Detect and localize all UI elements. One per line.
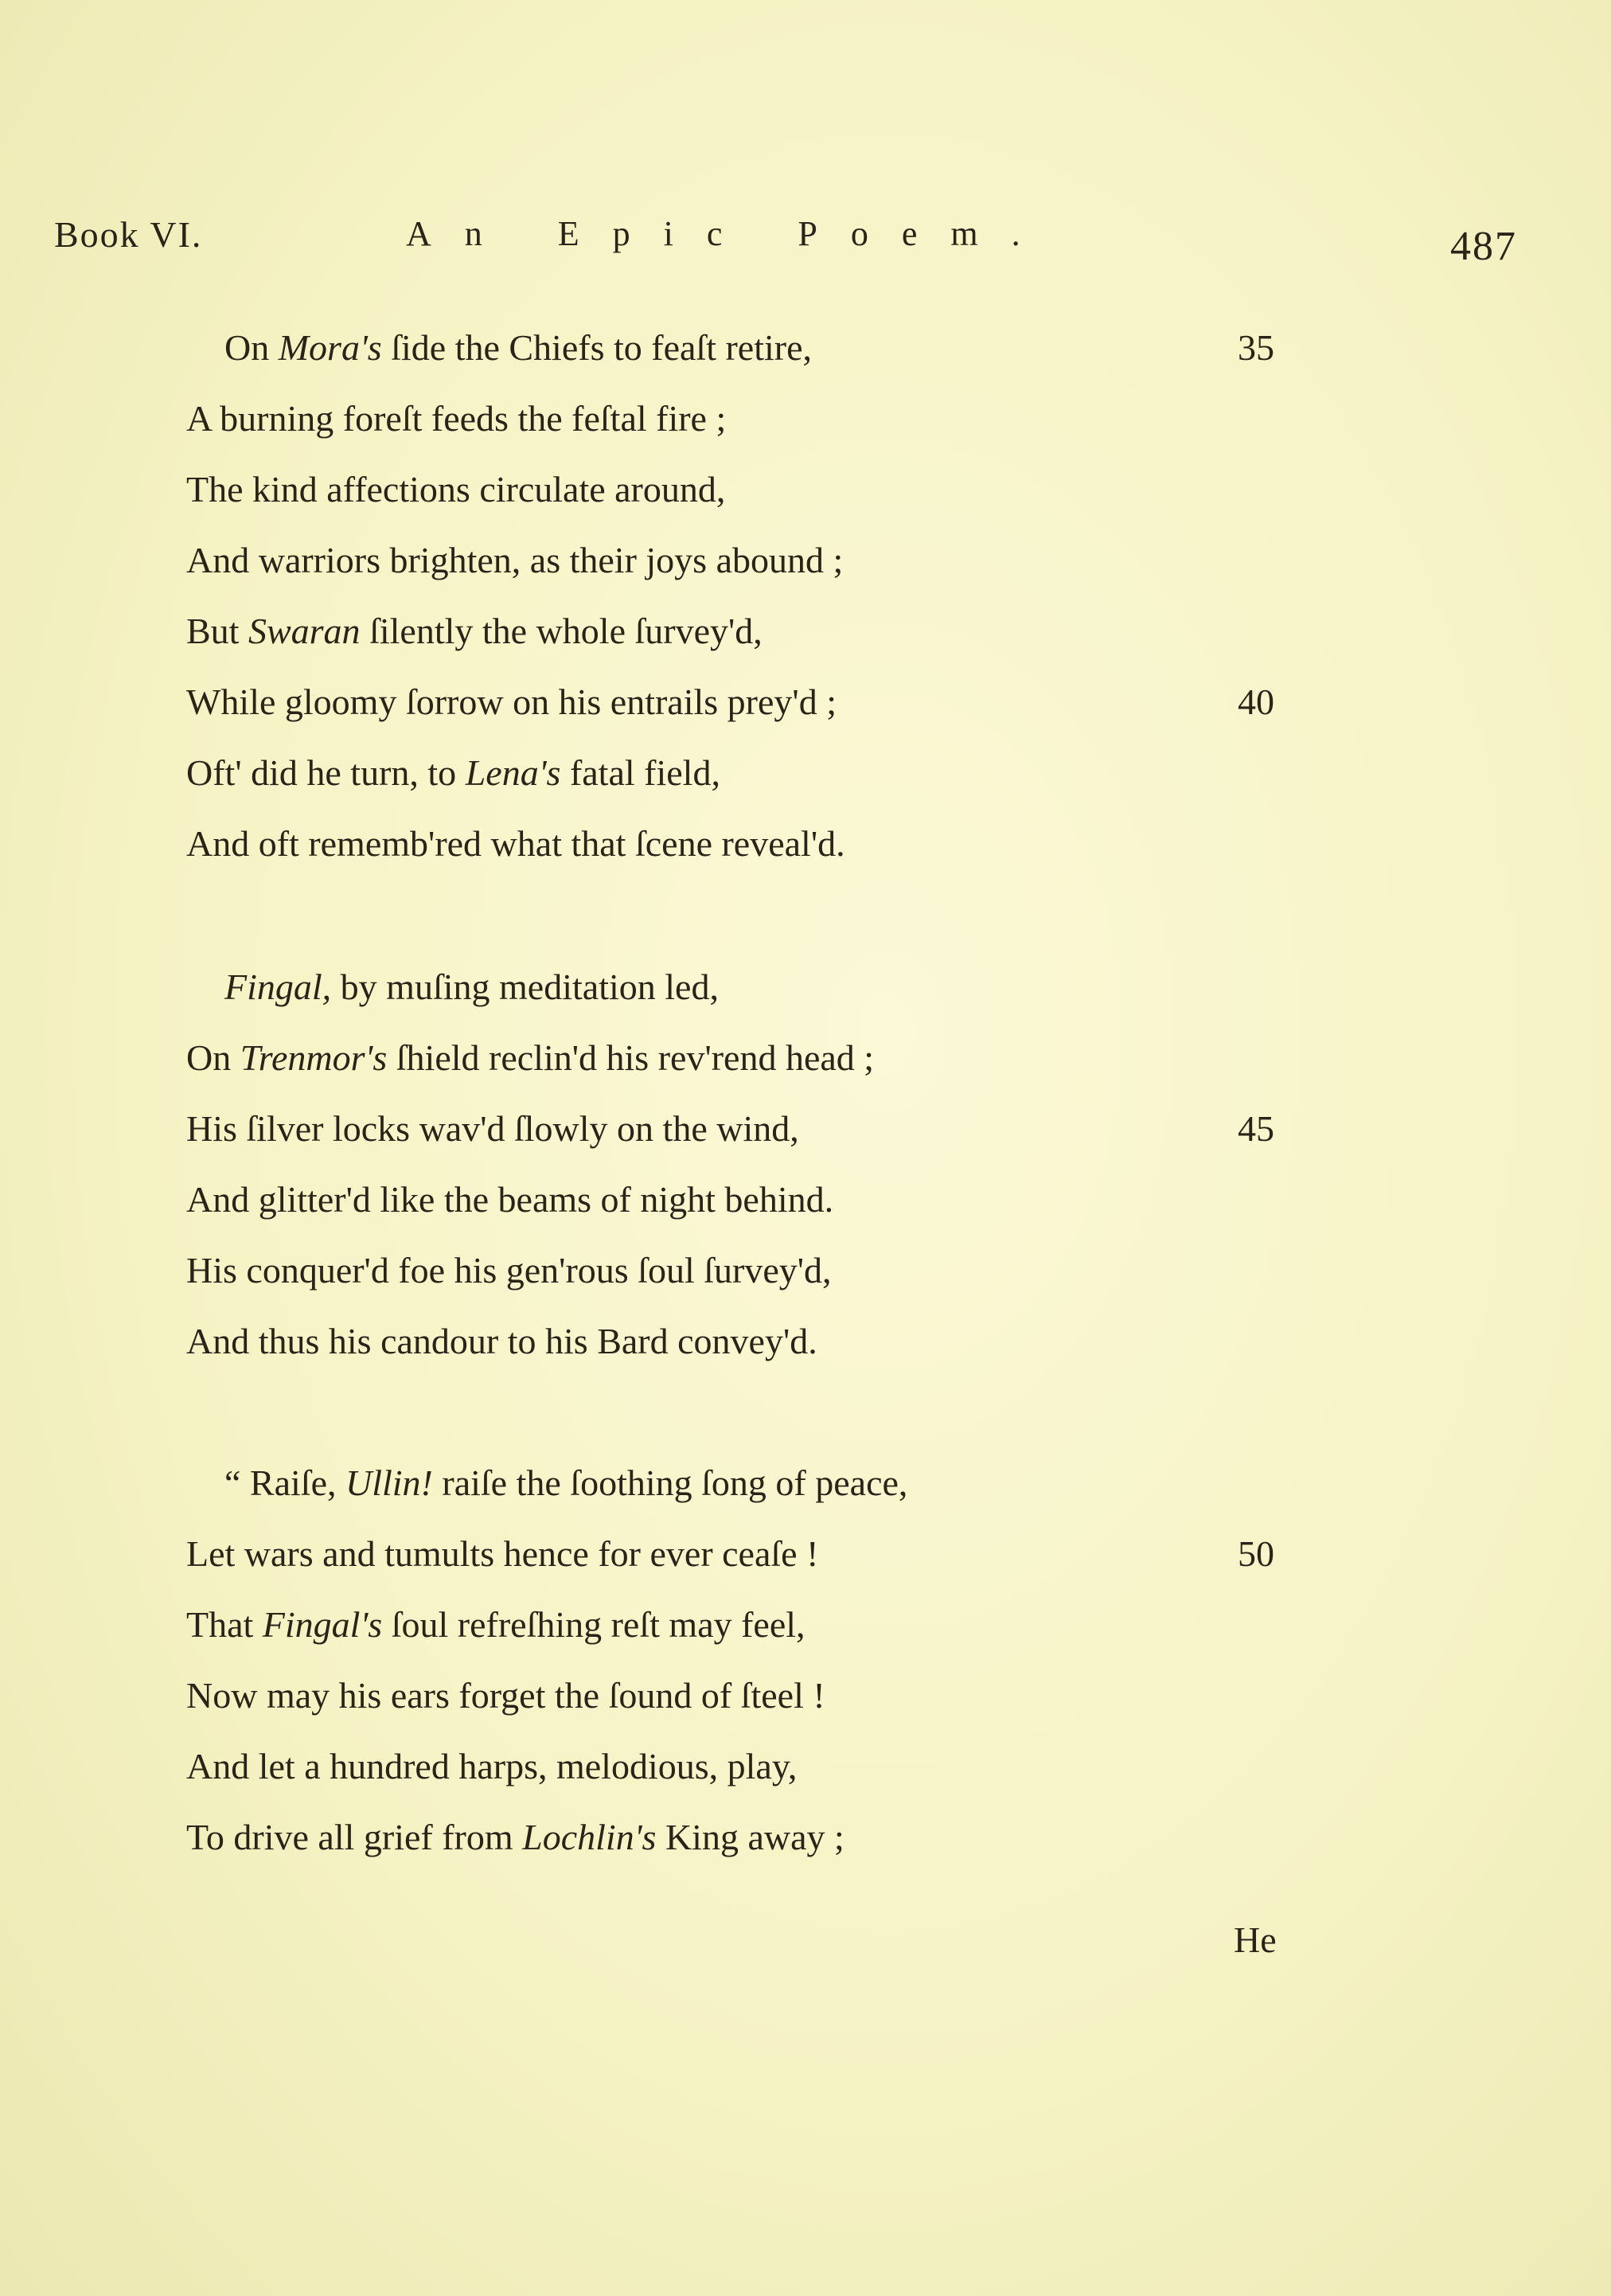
verse-line [186, 1589, 1301, 1660]
verse-text: “ Raiſe, [224, 1462, 345, 1503]
proper-name: Fingal's [262, 1604, 383, 1645]
verse-text: His ſilver locks wav'd ſlowly on the wind, [186, 1108, 799, 1149]
line-number: 45 [1238, 1108, 1274, 1149]
verse-line [186, 737, 1301, 808]
stanza [186, 1447, 1301, 1872]
verse-line [186, 595, 1301, 666]
verse-text: ſide the Chiefs to feaſt retire, [381, 327, 813, 368]
verse-text: A burning foreſt feeds the feſtal fire ; [186, 398, 727, 439]
verse-text: by muſing meditation led, [331, 966, 719, 1007]
verse-line [186, 383, 1301, 454]
verse-text: raiſe the ſoothing ſong of peace, [432, 1462, 908, 1503]
catchword: He [1234, 1919, 1277, 1960]
proper-name: Mora's [278, 327, 382, 368]
verse-text: While gloomy ſorrow on his entrails prey'd ; [186, 681, 837, 722]
proper-name: Ullin! [345, 1462, 433, 1503]
proper-name: Lochlin's [522, 1817, 657, 1857]
verse-text: That [186, 1604, 263, 1645]
line-number: 35 [1238, 327, 1274, 368]
line-number: 50 [1238, 1533, 1274, 1574]
proper-name: Lena's [465, 752, 561, 793]
verse-text: His conquer'd foe his gen'rous ſoul ſurvey'd, [186, 1250, 832, 1291]
verse-line [186, 1731, 1301, 1802]
verse-text: Now may his ears forget the ſound of ſteel ! [186, 1675, 825, 1716]
verse-text: On [186, 1037, 240, 1078]
verse-text: ſhield reclin'd his rev'rend head ; [387, 1037, 875, 1078]
verse-line [186, 1022, 1301, 1093]
proper-name: Swaran [248, 611, 361, 651]
running-head-title: An Epic Poem. [406, 214, 1054, 253]
verse-text: Let wars and tumults hence for ever ceaſe ! [186, 1533, 819, 1574]
verse-line [186, 808, 1301, 879]
verse-text: And thus his candour to his Bard convey'd. [186, 1321, 817, 1361]
verse-line [186, 666, 1301, 737]
verse-line [186, 1518, 1301, 1589]
verse-line [186, 454, 1301, 525]
verse-text: To drive all grief from [186, 1817, 523, 1857]
verse-text: The kind affections circulate around, [186, 469, 726, 510]
verse-line [186, 1306, 1301, 1376]
verse-text: fatal field, [560, 752, 720, 793]
verse-text: And glitter'd like the beams of night behind. [186, 1179, 834, 1220]
verse-text: On [224, 327, 279, 368]
verse-line [186, 1235, 1301, 1306]
verse-text: And let a hundred harps, melodious, play, [186, 1746, 798, 1786]
stanza [186, 312, 1301, 879]
verse-text: ſoul refreſhing reſt may feel, [382, 1604, 806, 1645]
proper-name: Fingal, [224, 966, 332, 1007]
proper-name: Trenmor's [240, 1037, 388, 1078]
running-head-book: Book VI. [54, 214, 203, 255]
verse-text: And warriors brighten, as their joys abound ; [186, 540, 844, 580]
stanza [186, 951, 1301, 1376]
verse-line [186, 525, 1301, 595]
page-number: 487 [1450, 224, 1517, 269]
verse-text: But [186, 611, 248, 651]
verse-text: King away ; [656, 1817, 845, 1857]
verse-line [186, 1447, 1301, 1518]
verse-line [186, 1802, 1301, 1872]
verse-line [186, 312, 1301, 383]
verse-text: And oft rememb'red what that ſcene reveal'd. [186, 823, 845, 864]
line-number: 40 [1238, 681, 1274, 722]
verse-text: ſilently the whole ſurvey'd, [360, 611, 763, 651]
verse-text: Oft' did he turn, to [186, 752, 466, 793]
verse-line [186, 1093, 1301, 1164]
verse-line [186, 1660, 1301, 1731]
verse-line [186, 951, 1301, 1022]
verse-line [186, 1164, 1301, 1235]
